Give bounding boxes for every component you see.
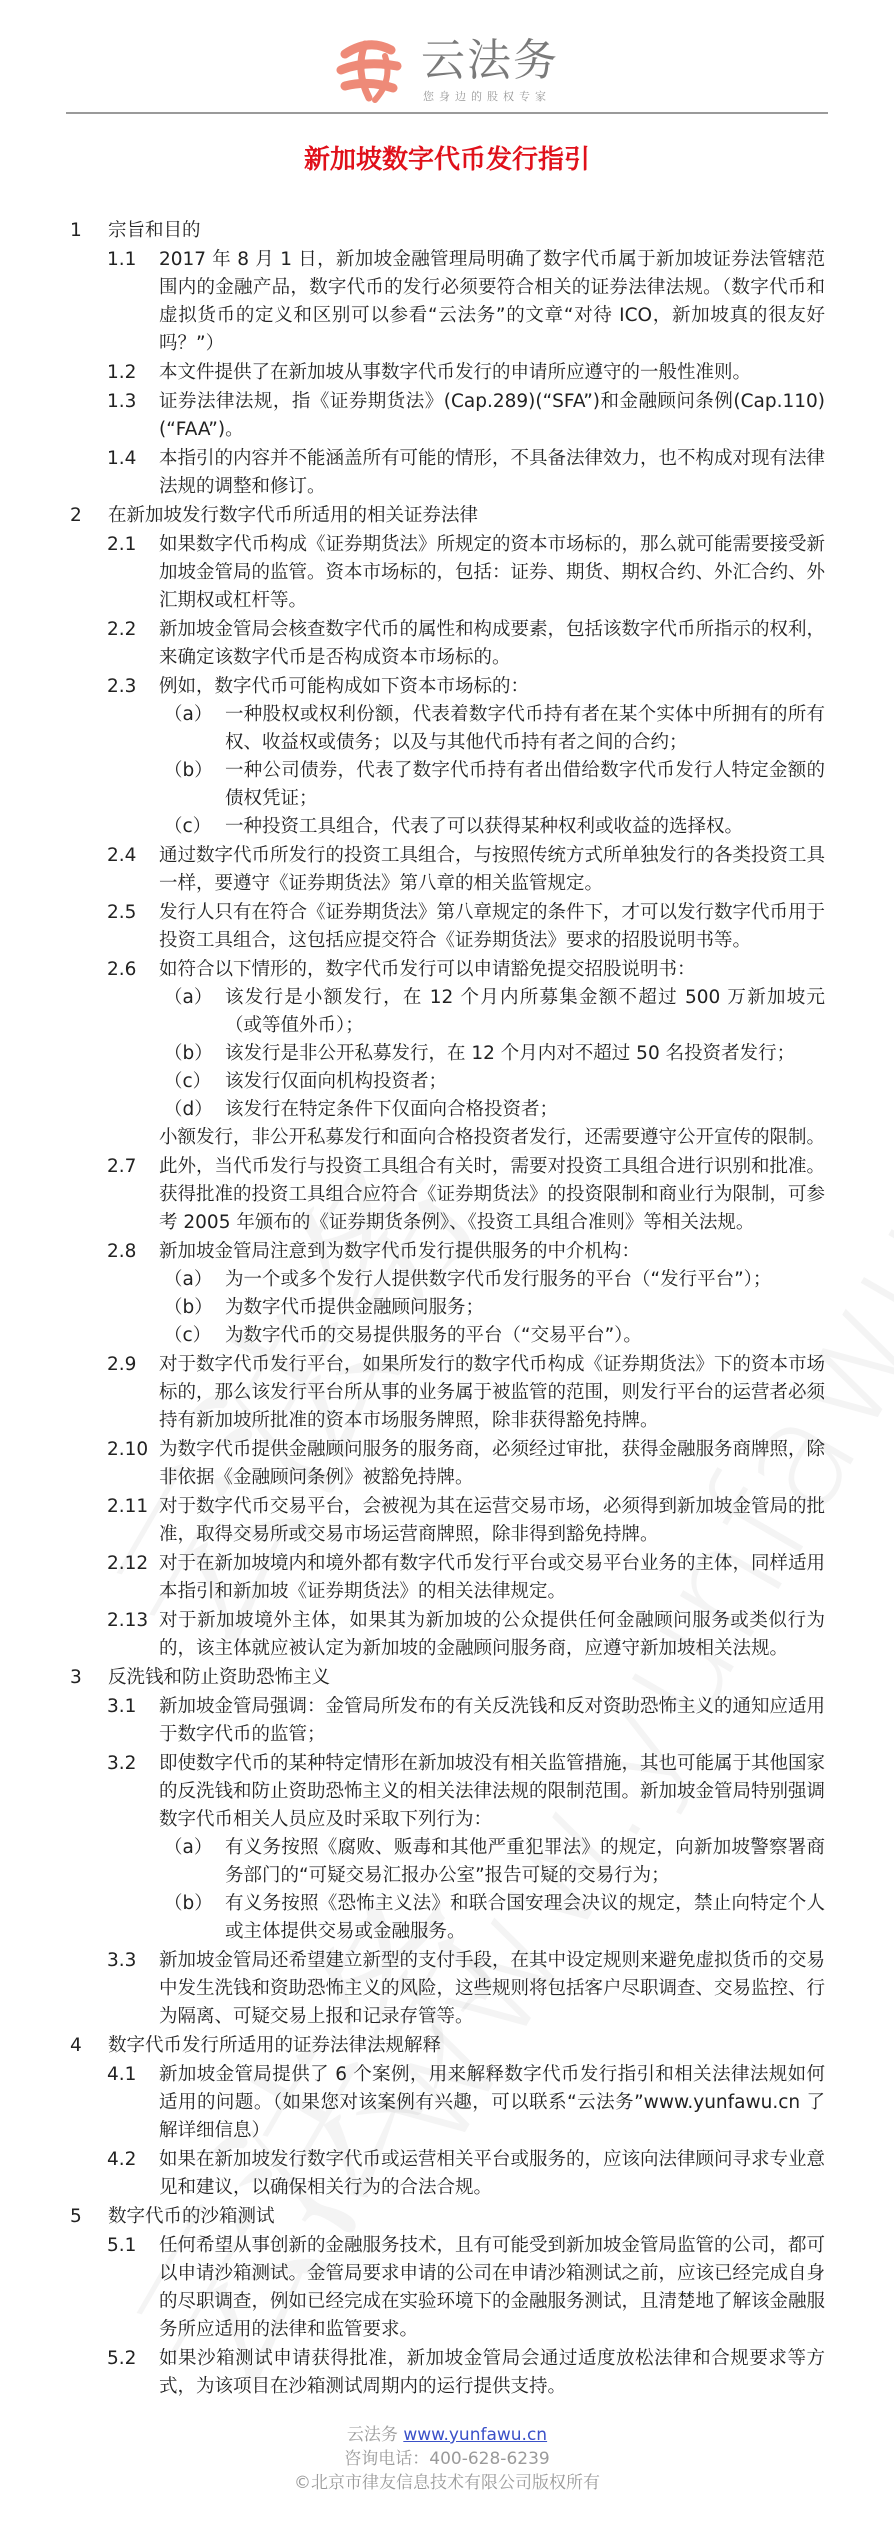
sub-clause-text: 该发行仅面向机构投资者； <box>225 1071 448 1092</box>
clause-number: 2.12 <box>107 1553 149 1574</box>
document-body <box>0 216 894 2401</box>
clause-text: 例如，数字代币可能构成如下资本市场标的： <box>159 676 530 697</box>
footer-phone: 咨询电话：400-628-6239 <box>344 2449 550 2469</box>
sub-clause <box>159 1834 825 1890</box>
clause <box>0 2232 825 2344</box>
clause-number: 4.1 <box>107 2064 137 2085</box>
footer-website-link[interactable]: www.yunfawu.cn <box>403 2425 548 2445</box>
clause-number: 2.11 <box>107 1496 149 1517</box>
sub-clause-label: （a） <box>164 987 213 1008</box>
section-heading <box>0 1664 894 1692</box>
clause-number: 2.2 <box>107 619 137 640</box>
clause-number: 5.2 <box>107 2348 137 2369</box>
sub-clause <box>159 1096 825 1124</box>
section-number: 2 <box>70 505 82 526</box>
clause <box>0 388 825 444</box>
clause <box>0 1607 825 1663</box>
section-title: 反洗钱和防止资助恐怖主义 <box>108 1667 331 1688</box>
clause-text: 证券法律法规，指《证券期货法》(Cap.289)(“SFA”)和金融顾问条例(Cap.110)(“FAA”)。 <box>159 391 825 440</box>
clause <box>0 2146 825 2202</box>
clause-number: 5.1 <box>107 2235 137 2256</box>
sub-clause <box>159 757 825 813</box>
clause-text: 新加坡金管局强调：金管局所发布的有关反洗钱和反对资助恐怖主义的通知应适用于数字代币的监管； <box>159 1696 826 1745</box>
clause-number: 2.6 <box>107 959 137 980</box>
clause-number: 1.3 <box>107 391 137 412</box>
clause <box>0 899 825 955</box>
footer <box>0 2423 894 2495</box>
sub-clause-text: 该发行是非公开私募发行，在 12 个月内对不超过 50 名投资者发行； <box>225 1043 796 1064</box>
section-number: 5 <box>70 2206 82 2227</box>
clause-number: 1.2 <box>107 362 137 383</box>
clause-number: 2.10 <box>107 1439 149 1460</box>
clause-number: 2.9 <box>107 1354 137 1375</box>
clause-text: 如符合以下情形的，数字代币发行可以申请豁免提交招股说明书： <box>159 959 696 980</box>
section-title: 宗旨和目的 <box>108 220 201 241</box>
section-title: 数字代币发行所适用的证券法律法规解释 <box>108 2035 442 2056</box>
footer-brand: 云法务 <box>346 2425 398 2445</box>
clause-text: 本文件提供了在新加坡从事数字代币发行的申请所应遵守的一般性准则。 <box>159 362 752 383</box>
section-heading <box>0 502 894 530</box>
clause <box>0 1550 825 1606</box>
logo-name: 云法务 <box>421 35 559 86</box>
sub-clause-label: （a） <box>164 1837 213 1858</box>
clause-text: 如果在新加坡发行数字代币或运营相关平台或服务的，应该向法律顾问寻求专业意见和建议，以确保相关行为的合法合规。 <box>159 2149 826 2198</box>
section-title: 数字代币的沙箱测试 <box>108 2206 275 2227</box>
sub-clause <box>159 1266 825 1294</box>
clause-number: 2.7 <box>107 1156 137 1177</box>
sub-clause-text: 一种投资工具组合，代表了可以获得某种权利或收益的选择权。 <box>225 816 744 837</box>
section-number: 4 <box>70 2035 82 2056</box>
section-number: 1 <box>70 220 82 241</box>
sub-clause <box>159 1890 825 1946</box>
sub-clause-label: （a） <box>164 1269 213 1290</box>
clause <box>0 531 825 615</box>
clause-text: 任何希望从事创新的金融服务技术，且有可能受到新加坡金管局监管的公司，都可以申请沙箱测试。金管局要求申请的公司在申请沙箱测试之前，应该已经完成自身的尽职调查，例如已经完成在实验环境下的金融服务测试，且清楚地了解该金融服务所应适用的法律和监管要求。 <box>159 2235 826 2340</box>
clause-number: 3.2 <box>107 1753 137 1774</box>
sub-clause <box>159 984 825 1040</box>
sub-clause-text: 一种公司债券，代表了数字代币持有者出借给数字代币发行人特定金额的债权凭证； <box>225 760 825 809</box>
clause-text: 如果沙箱测试申请获得批准，新加坡金管局会通过适度放松法律和合规要求等方式，为该项目在沙箱测试周期内的运行提供支持。 <box>159 2348 825 2397</box>
clause-text: 此外，当代币发行与投资工具组合有关时，需要对投资工具组合进行识别和批准。获得批准的投资工具组合应符合《证券期货法》的投资限制和商业行为限制，可参考 2005 年颁布的《证券期货条例》、《投资工具组合准则》等相关法规。 <box>159 1156 826 1233</box>
clause-number: 3.3 <box>107 1950 137 1971</box>
clause-text: 通过数字代币所发行的投资工具组合，与按照传统方式所单独发行的各类投资工具一样，要遵守《证券期货法》第八章的相关监管规定。 <box>159 845 826 894</box>
sub-clause-text: 有义务按照《恐怖主义法》和联合国安理会决议的规定，禁止向特定个人或主体提供交易或金融服务。 <box>225 1893 825 1942</box>
clause-number: 2.1 <box>107 534 137 555</box>
section-heading <box>0 2032 894 2060</box>
clause <box>0 1351 825 1435</box>
section-heading <box>0 217 894 245</box>
clause-text: 对于新加坡境外主体，如果其为新加坡的公众提供任何金融顾问服务或类似行为的，该主体就应被认定为新加坡的金融顾问服务商，应遵守新加坡相关法规。 <box>159 1610 825 1659</box>
clause-text: 新加坡金管局注意到为数字代币发行提供服务的中介机构： <box>159 1241 641 1262</box>
sub-clause-text: 该发行在特定条件下仅面向合格投资者； <box>225 1099 559 1120</box>
clause-number: 2.3 <box>107 676 137 697</box>
clause-number: 2.5 <box>107 902 137 923</box>
clause-number: 2.8 <box>107 1241 137 1262</box>
sub-clause-label: （b） <box>164 760 213 781</box>
clause <box>0 2061 825 2145</box>
clause-number: 1.4 <box>107 448 137 469</box>
clause <box>0 2345 825 2401</box>
sub-clause-label: （b） <box>164 1893 213 1914</box>
clause-number: 3.1 <box>107 1696 137 1717</box>
clause <box>0 1750 825 1946</box>
sub-clause-text: 为一个或多个发行人提供数字代币发行服务的平台（“发行平台”）； <box>225 1269 772 1290</box>
clause-text: 为数字代币提供金融顾问服务的服务商，必须经过审批，获得金融服务商牌照，除非依据《金融顾问条例》被豁免持牌。 <box>159 1439 826 1488</box>
clause-text: 新加坡金管局提供了 6 个案例，用来解释数字代币发行指引和相关法律法规如何适用的问题。（如果您对该案例有兴趣，可以联系“云法务”www.yunfawu.cn 了解详细信息） <box>159 2064 825 2141</box>
clause <box>0 842 825 898</box>
clause-text: 即使数字代币的某种特定情形在新加坡没有相关监管措施，其也可能属于其他国家的反洗钱和防止资助恐怖主义的相关法律法规的限制范围。新加坡金管局特别强调数字代币相关人员应及时采取下列行为： <box>159 1753 826 1830</box>
sub-clause-label: （c） <box>164 1325 212 1346</box>
sub-clause-text: 有义务按照《腐败、贩毒和其他严重犯罪法》的规定，向新加坡警察署商务部门的“可疑交易汇报办公室”报告可疑的交易行为； <box>225 1837 825 1886</box>
sub-clause <box>159 813 825 841</box>
clause-text: 本指引的内容并不能涵盖所有可能的情形，不具备法律效力，也不构成对现有法律法规的调整和修订。 <box>159 448 826 497</box>
sub-clause-label: （a） <box>164 704 213 725</box>
sub-clause-label: （d） <box>164 1099 213 1120</box>
clause <box>0 1436 825 1492</box>
clause-text: 2017 年 8 月 1 日，新加坡金融管理局明确了数字代币属于新加坡证券法管辖范围内的金融产品，数字代币的发行必须要符合相关的证券法律法规。（数字代币和虚拟货币的定义和区别可以参看“云法务”的文章“对待 ICO，新加坡真的很友好吗？”） <box>159 249 825 354</box>
sub-clause <box>159 701 825 757</box>
sub-clause <box>159 1294 825 1322</box>
clause-number: 2.4 <box>107 845 137 866</box>
clause-number: 4.2 <box>107 2149 137 2170</box>
clause <box>0 673 825 841</box>
clause-text: 对于在新加坡境内和境外都有数字代币发行平台或交易平台业务的主体，同样适用本指引和新加坡《证券期货法》的相关法律规定。 <box>159 1553 826 1602</box>
sub-clause-label: （b） <box>164 1297 213 1318</box>
clause-note: 小额发行，非公开私募发行和面向合格投资者发行，还需要遵守公开宣传的限制。 <box>159 1127 826 1148</box>
clause <box>0 956 825 1152</box>
logo-globe-icon <box>335 36 403 104</box>
sub-clause <box>159 1322 825 1350</box>
clause <box>0 616 825 672</box>
clause <box>0 1153 825 1237</box>
sub-clause-text: 为数字代币的交易提供服务的平台（“交易平台”）。 <box>225 1325 642 1346</box>
clause <box>0 246 825 358</box>
page-title: 新加坡数字代币发行指引 <box>303 145 590 175</box>
clause <box>0 1493 825 1549</box>
clause-text: 对于数字代币发行平台，如果所发行的数字代币构成《证券期货法》下的资本市场标的，那么该发行平台所从事的业务属于被监管的范围，则发行平台的运营者必须持有新加坡所批准的资本市场服务牌照，除非获得豁免持牌。 <box>159 1354 826 1431</box>
sub-clause <box>159 1068 825 1096</box>
sub-clause <box>159 1040 825 1068</box>
clause-text: 新加坡金管局会核查数字代币的属性和构成要素，包括该数字代币所指示的权利，来确定该数字代币是否构成资本市场标的。 <box>159 619 826 668</box>
logo <box>335 36 575 104</box>
clause-number: 1.1 <box>107 249 137 270</box>
section-heading <box>0 2203 894 2231</box>
sub-clause-text: 一种股权或权利份额，代表着数字代币持有者在某个实体中所拥有的所有权、收益权或债务；以及与其他代币持有者之间的合约； <box>225 704 825 753</box>
clause-text: 新加坡金管局还希望建立新型的支付手段，在其中设定规则来避免虚拟货币的交易中发生洗钱和资助恐怖主义的风险，这些规则将包括客户尽职调查、交易监控、行为隔离、可疑交易上报和记录存管等。 <box>159 1950 826 2027</box>
clause <box>0 1947 825 2031</box>
clause-text: 发行人只有在符合《证券期货法》第八章规定的条件下，才可以发行数字代币用于投资工具组合，这包括应提交符合《证券期货法》要求的招股说明书等。 <box>159 902 826 951</box>
sub-clause-label: （c） <box>164 816 212 837</box>
header-divider <box>66 112 828 114</box>
clause-number: 2.13 <box>107 1610 149 1631</box>
logo-tagline: 您身边的股权专家 <box>423 90 551 103</box>
sub-clause-label: （c） <box>164 1071 212 1092</box>
clause <box>0 359 825 387</box>
sub-clause-label: （b） <box>164 1043 213 1064</box>
clause-text: 对于数字代币交易平台，会被视为其在运营交易市场，必须得到新加坡金管局的批准，取得交易所或交易市场运营商牌照，除非得到豁免持牌。 <box>159 1496 826 1545</box>
section-title: 在新加坡发行数字代币所适用的相关证券法律 <box>108 505 479 526</box>
clause <box>0 1238 825 1350</box>
sub-clause-text: 该发行是小额发行，在 12 个月内所募集金额不超过 500 万新加坡元（或等值外币）； <box>225 987 825 1036</box>
clause-text: 如果数字代币构成《证券期货法》所规定的资本市场标的，那么就可能需要接受新加坡金管局的监管。资本市场标的，包括：证券、期货、期权合约、外汇合约、外汇期权或杠杆等。 <box>159 534 826 611</box>
sub-clause-text: 为数字代币提供金融顾问服务； <box>225 1297 485 1318</box>
section-number: 3 <box>70 1667 82 1688</box>
footer-copyright: ©北京市律友信息技术有限公司版权所有 <box>294 2473 600 2493</box>
clause <box>0 1693 825 1749</box>
clause <box>0 445 825 501</box>
